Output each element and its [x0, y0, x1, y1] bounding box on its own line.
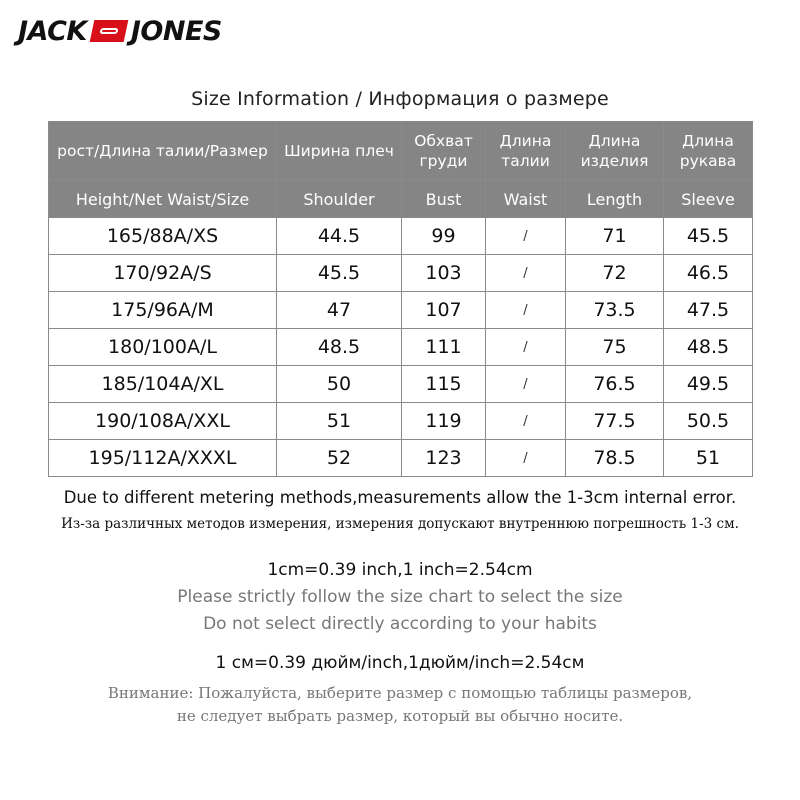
- header-row-ru: [49, 122, 753, 181]
- cell-bust: 119: [402, 403, 486, 440]
- cell-sleeve: 48.5: [664, 329, 753, 366]
- cell-sleeve: 47.5: [664, 292, 753, 329]
- cell-bust: 99: [402, 218, 486, 255]
- cell-size: 185/104A/XL: [49, 366, 277, 403]
- advice-line-2: Do not select directly according to your habits: [203, 614, 597, 634]
- header-en-size: Height/Net Waist/Size: [49, 181, 277, 218]
- cell-length: 77.5: [566, 403, 664, 440]
- cell-size: 180/100A/L: [49, 329, 277, 366]
- cell-size: 195/112A/XXXL: [49, 440, 277, 477]
- cell-waist: /: [486, 403, 566, 440]
- cell-shoulder: 52: [277, 440, 402, 477]
- cell-waist: /: [486, 366, 566, 403]
- warning-ru-line-2: не следует выбрать размер, который вы обычно носите.: [176, 707, 624, 725]
- cell-length: 75: [566, 329, 664, 366]
- header-ru-length: Длина изделия: [566, 122, 664, 181]
- conversion-en: 1cm=0.39 inch,1 inch=2.54cm: [267, 560, 533, 580]
- advice-line-1: Please strictly follow the size chart to select the size: [177, 587, 623, 607]
- cell-sleeve: 51: [664, 440, 753, 477]
- cell-length: 72: [566, 255, 664, 292]
- header-ru-waist: Длина талии: [486, 122, 566, 181]
- cell-sleeve: 50.5: [664, 403, 753, 440]
- size-table: [48, 121, 753, 477]
- cell-length: 73.5: [566, 292, 664, 329]
- cell-shoulder: 47: [277, 292, 402, 329]
- cell-shoulder: 50: [277, 366, 402, 403]
- cell-length: 76.5: [566, 366, 664, 403]
- table-row: [49, 218, 753, 255]
- cell-length: 71: [566, 218, 664, 255]
- table-row: [49, 366, 753, 403]
- cell-shoulder: 51: [277, 403, 402, 440]
- cell-waist: /: [486, 329, 566, 366]
- cell-size: 170/92A/S: [49, 255, 277, 292]
- brand-logo-right: JONES: [130, 15, 222, 47]
- header-en-bust: Bust: [402, 181, 486, 218]
- cell-sleeve: 45.5: [664, 218, 753, 255]
- table-row: [49, 403, 753, 440]
- header-row-en: [49, 181, 753, 218]
- warning-ru-line-1: Внимание: Пожалуйста, выберите размер с помощью таблицы размеров,: [107, 684, 693, 702]
- error-note-en: Due to different metering methods,measurements allow the 1-3cm internal error.: [63, 488, 737, 507]
- table-row: [49, 255, 753, 292]
- table-row: [49, 329, 753, 366]
- header-ru-sleeve: Длина рукава: [664, 122, 753, 181]
- cell-bust: 103: [402, 255, 486, 292]
- header-ru-size: рост/Длина талии/Размер: [49, 122, 277, 181]
- cell-bust: 107: [402, 292, 486, 329]
- cell-sleeve: 49.5: [664, 366, 753, 403]
- cell-shoulder: 44.5: [277, 218, 402, 255]
- header-en-shoulder: Shoulder: [277, 181, 402, 218]
- table-row: [49, 292, 753, 329]
- brand-logo: [18, 16, 222, 46]
- cell-size: 190/108A/XXL: [49, 403, 277, 440]
- header-ru-shoulder: Ширина плеч: [277, 122, 402, 181]
- header-en-sleeve: Sleeve: [664, 181, 753, 218]
- cell-size: 165/88A/XS: [49, 218, 277, 255]
- header-en-length: Length: [566, 181, 664, 218]
- table-row: [49, 440, 753, 477]
- conversion-ru: 1 см=0.39 дюйм/inch,1дюйм/inch=2.54см: [215, 653, 585, 673]
- cell-waist: /: [486, 440, 566, 477]
- header-en-waist: Waist: [486, 181, 566, 218]
- page-title: Size Information / Информация о размере: [191, 88, 609, 110]
- brand-flag-icon: [90, 20, 129, 42]
- cell-sleeve: 46.5: [664, 255, 753, 292]
- cell-size: 175/96A/M: [49, 292, 277, 329]
- brand-logo-left: JACK: [18, 15, 87, 47]
- error-note-ru: Из-за различных методов измерения, измерения допускают внутреннюю погрешность 1-3 см.: [61, 516, 739, 532]
- cell-shoulder: 48.5: [277, 329, 402, 366]
- cell-bust: 115: [402, 366, 486, 403]
- cell-length: 78.5: [566, 440, 664, 477]
- cell-bust: 123: [402, 440, 486, 477]
- cell-bust: 111: [402, 329, 486, 366]
- cell-shoulder: 45.5: [277, 255, 402, 292]
- cell-waist: /: [486, 292, 566, 329]
- cell-waist: /: [486, 255, 566, 292]
- header-ru-bust: Обхват груди: [402, 122, 486, 181]
- cell-waist: /: [486, 218, 566, 255]
